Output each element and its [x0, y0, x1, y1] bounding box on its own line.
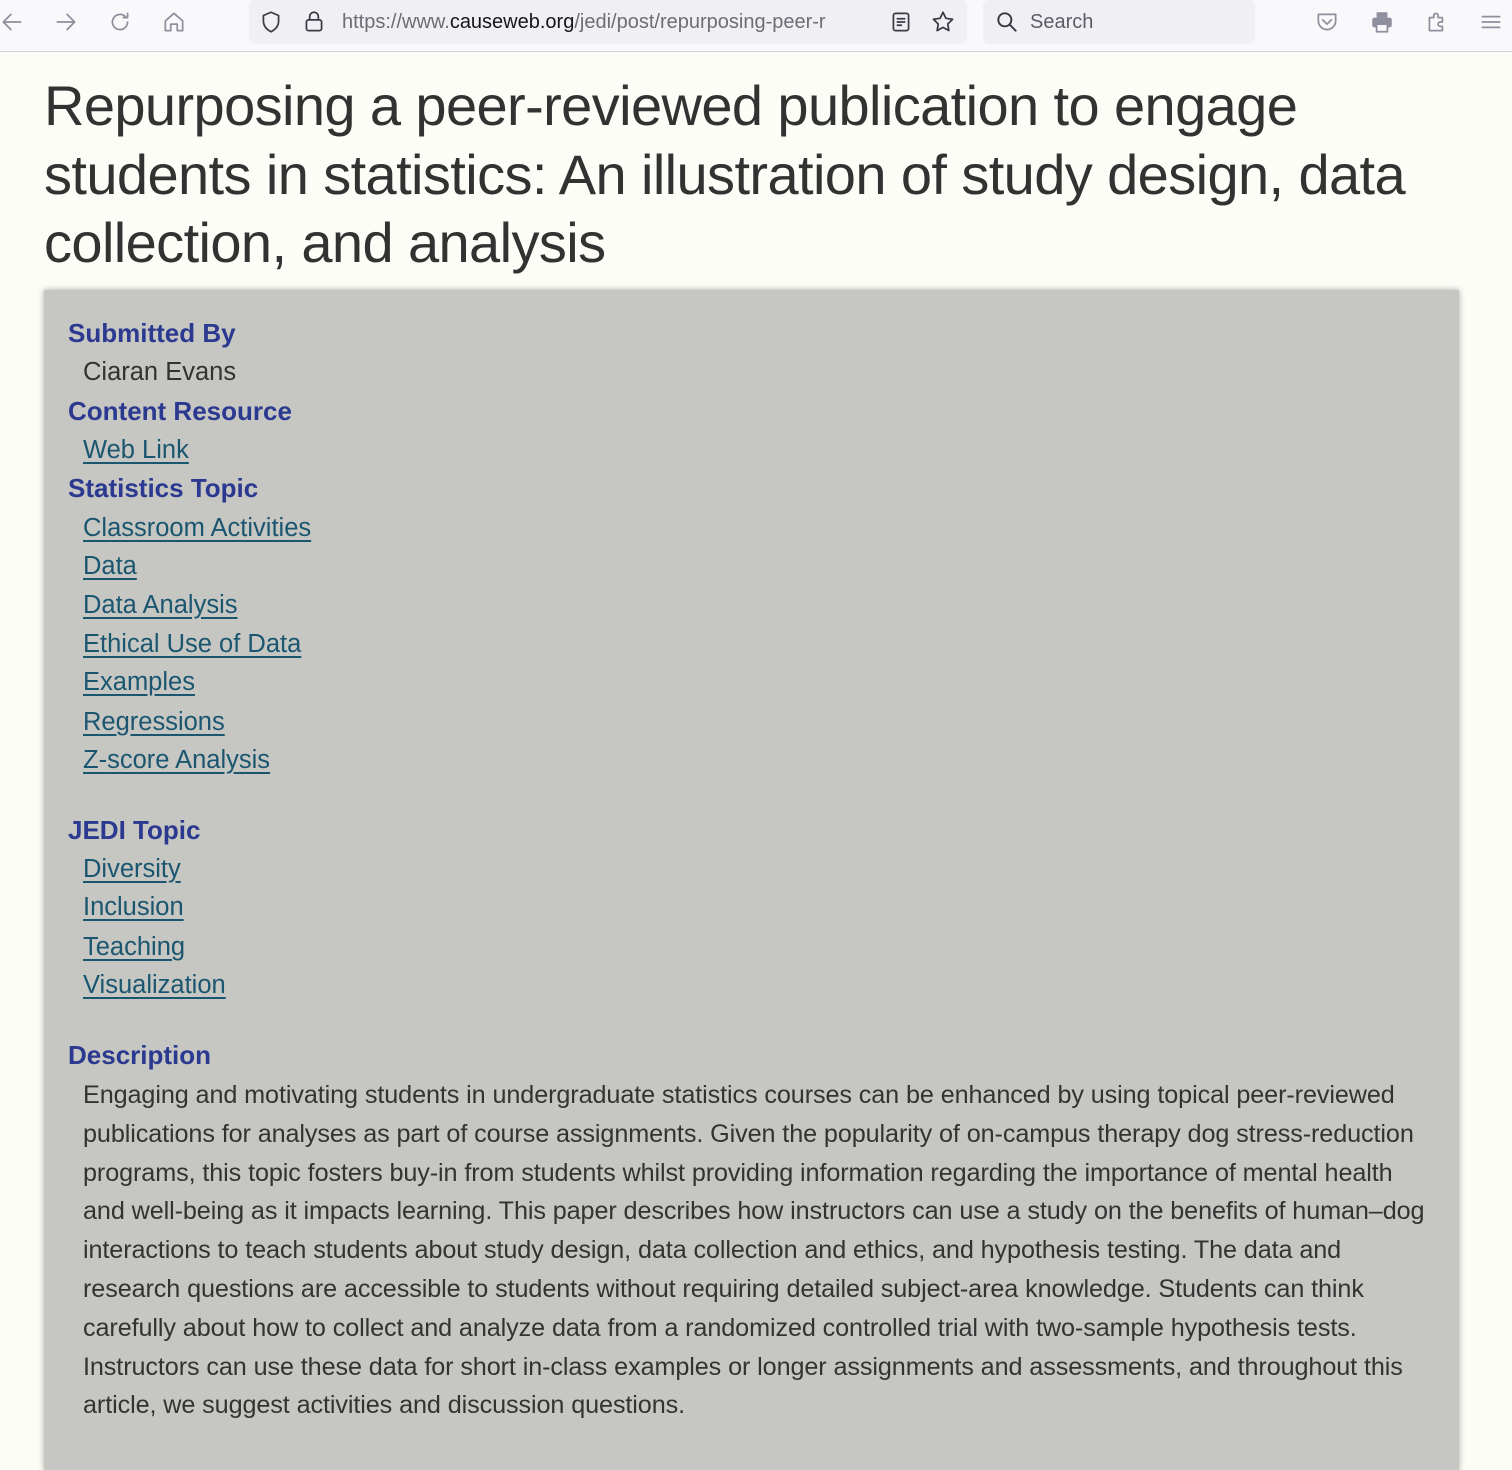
- search-icon: [994, 9, 1020, 35]
- reader-view-icon: [888, 9, 914, 35]
- statistics-topic-link[interactable]: Examples: [83, 668, 195, 696]
- reload-button[interactable]: [102, 4, 138, 40]
- search-placeholder[interactable]: Search: [1030, 11, 1094, 33]
- tracking-protection-button[interactable]: [253, 4, 289, 40]
- site-security-button[interactable]: [296, 4, 332, 40]
- description-text: Engaging and motivating students in undergraduate statistics courses can be enhanced by using topical peer-reviewed publications for analyses as part of course assignments. Given the popularity of on-campus therapy dog stress-reduction programs, this topic fosters buy-in from students whilst providing information regarding the importance of mental health and well-being as it impacts learning. This paper describes how instructors can use a study on the benefits of human–dog interactions to teach students about study design, data collection and ethics, and hypothesis testing. The data and research questions are accessible to students without requiring detailed subject-area knowledge. Students can think carefully about how to collect and analyze data from a randomized controlled trial with two-sample hypothesis tests. Instructors can use these data for short in-class examples or longer assignments and assessments, and throughout this article, we suggest activities and discussion questions.: [83, 1081, 1425, 1420]
- resource-details-panel: [44, 290, 1459, 1470]
- page-title: Repurposing a peer-reviewed publication to engage students in statistics: An illustration of study design, data collection, and analysis: [44, 74, 1406, 274]
- browser-toolbar: [0, 0, 1512, 52]
- forward-button[interactable]: [48, 4, 84, 40]
- lock-icon: [301, 9, 327, 35]
- search-icon-wrap: [989, 4, 1025, 40]
- pocket-icon: [1314, 9, 1340, 35]
- description-label: Description: [68, 1040, 212, 1070]
- statistics-topic-link[interactable]: Classroom Activities: [83, 514, 312, 542]
- print-button[interactable]: [1364, 4, 1400, 40]
- back-button[interactable]: [0, 4, 30, 40]
- submitted-by-label: Submitted By: [68, 318, 236, 348]
- jedi-topic-link[interactable]: Visualization: [83, 971, 226, 999]
- shield-icon: [258, 9, 284, 35]
- url-bar[interactable]: [249, 0, 967, 44]
- arrow-left-icon: [0, 9, 25, 35]
- menu-button[interactable]: [1473, 4, 1509, 40]
- extensions-button[interactable]: [1419, 4, 1455, 40]
- pocket-button[interactable]: [1309, 4, 1345, 40]
- reader-view-button[interactable]: [883, 4, 919, 40]
- statistics-topic-link[interactable]: Data: [83, 552, 137, 580]
- content-resource-label: Content Resource: [68, 396, 292, 426]
- statistics-topic-label: Statistics Topic: [68, 473, 259, 503]
- bookmark-button[interactable]: [925, 4, 961, 40]
- printer-icon: [1369, 9, 1395, 35]
- submitted-by-value: Ciaran Evans: [83, 358, 237, 386]
- jedi-topic-label: JEDI Topic: [68, 815, 201, 845]
- jedi-topic-link[interactable]: Diversity: [83, 855, 181, 883]
- content-resource-link[interactable]: Web Link: [83, 436, 189, 464]
- statistics-topic-link[interactable]: Z-score Analysis: [83, 746, 271, 774]
- home-button[interactable]: [156, 4, 192, 40]
- jedi-topic-link[interactable]: Inclusion: [83, 893, 184, 921]
- statistics-topic-link[interactable]: Data Analysis: [83, 591, 238, 619]
- search-box[interactable]: [983, 0, 1255, 44]
- arrow-right-icon: [53, 9, 79, 35]
- reload-icon: [107, 9, 133, 35]
- star-icon: [930, 9, 956, 35]
- url-text[interactable]: https://www.causeweb.org/jedi/post/repurposing-peer-r: [342, 11, 826, 33]
- statistics-topic-link[interactable]: Regressions: [83, 708, 225, 736]
- home-icon: [161, 9, 187, 35]
- statistics-topic-link[interactable]: Ethical Use of Data: [83, 630, 302, 658]
- puzzle-icon: [1424, 9, 1450, 35]
- hamburger-menu-icon: [1478, 9, 1504, 35]
- jedi-topic-link[interactable]: Teaching: [83, 933, 186, 961]
